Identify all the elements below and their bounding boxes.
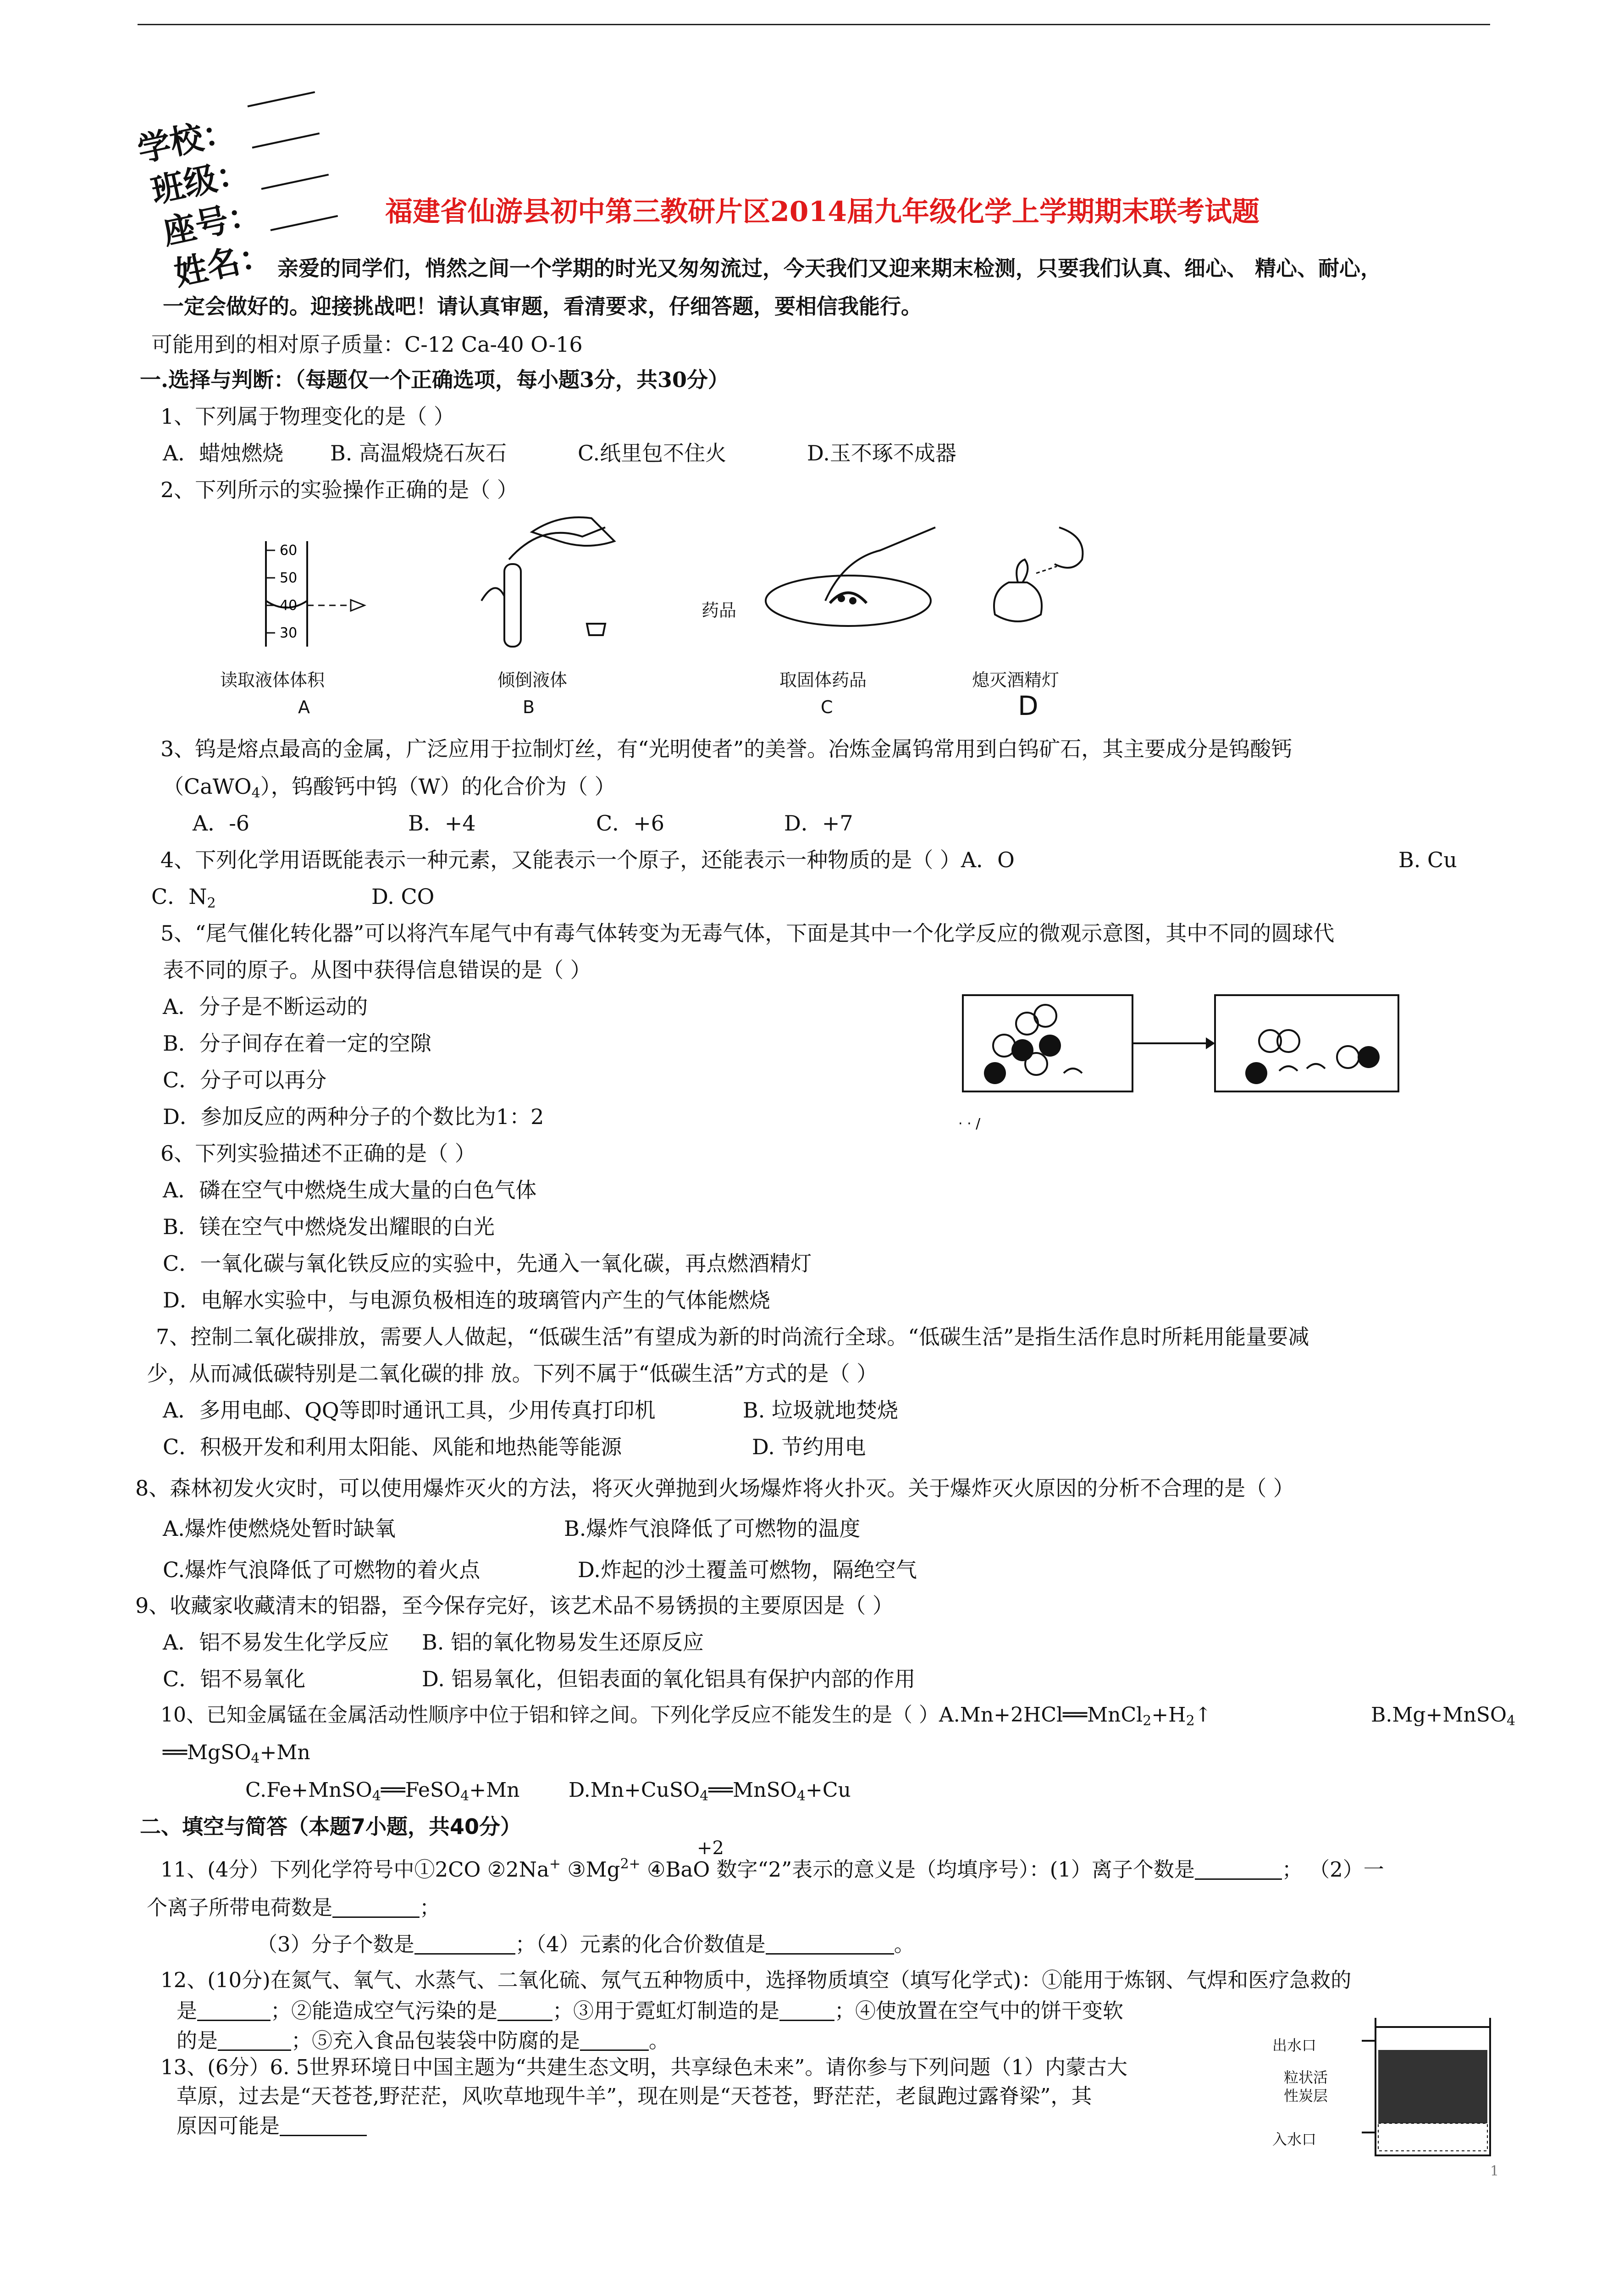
q3-option-c: C．+6 <box>596 811 665 836</box>
q6-option-a: A．磷在空气中燃烧生成大量的白色气体 <box>163 1178 537 1202</box>
q10-option-d: D.Mn+CuSO$_4$══MnSO$_4$+Cu <box>569 1778 851 1804</box>
q9-option-d: D. 铝易氧化，但铝表面的氧化铝具有保护内部的作用 <box>422 1667 916 1691</box>
fig-c-letter: C <box>821 697 833 717</box>
water-filter-figure <box>1357 2009 1513 2174</box>
q10-option-b-part2: ══MgSO$_4$+Mn <box>163 1741 310 1767</box>
q5-stem-line1: 5、“尾气催化转化器”可以将汽车尾气中有毒气体转变为无毒气体，下面是其中一个化学反应的微观示意图，其中不同的圆球代 <box>160 921 1335 946</box>
q8-option-c: C.爆炸气浪降低了可燃物的着火点 <box>163 1557 481 1582</box>
q8-option-a: A.爆炸使燃烧处暂时缺氧 <box>163 1516 396 1541</box>
q4-option-c: C．$N_2$ <box>151 884 216 911</box>
fig-a-letter: A <box>298 697 310 717</box>
class-blank[interactable] <box>252 133 320 149</box>
q4-option-b: B. Cu <box>1398 847 1457 872</box>
school-label: 学校： <box>134 111 239 169</box>
q8-option-b: B.爆炸气浪降低了可燃物的温度 <box>564 1516 861 1541</box>
q12-blank-1[interactable] <box>197 1999 271 2021</box>
carbon-label-1: 粒状活 <box>1284 2069 1328 2086</box>
q13-blank-1[interactable] <box>280 2115 367 2136</box>
q12-line3: 的是 ；⑤充入食品包装袋中防腐的是 。 <box>177 2028 670 2053</box>
q6-option-c: C．一氧化碳与氧化铁反应的实验中，先通入一氧化碳，再点燃酒精灯 <box>163 1251 812 1276</box>
reaction-micro-diagram <box>958 991 1408 1142</box>
q7-option-a: A．多用电邮、QQ等即时通讯工具，少用传真打印机 <box>163 1398 656 1423</box>
q9-option-b: B. 铝的氧化物易发生还原反应 <box>422 1630 704 1655</box>
fig-c-solid <box>761 523 945 633</box>
q11-blank-3[interactable] <box>414 1933 515 1955</box>
section1-heading: 一.选择与判断：（每题仅一个正确选项，每小题3分，共30分） <box>140 367 729 392</box>
fig-a-tick-30: 30 <box>280 625 298 641</box>
fig-d-letter: D <box>1018 690 1038 721</box>
carbon-label-2: 性炭层 <box>1284 2087 1328 2105</box>
q12-blank-3[interactable] <box>779 1999 834 2021</box>
q11-blank-4[interactable] <box>766 1933 894 1955</box>
q5-option-a: A．分子是不断运动的 <box>163 994 368 1019</box>
intro-line2: 一定会做好的。迎接挑战吧！请认真审题，看清要求，仔细答题，要相信我能行。 <box>163 294 922 319</box>
seat-label: 座号： <box>159 193 265 252</box>
q12-line2: 是 ；②能造成空气污染的是 ；③用于霓虹灯制造的是 ；④使放置在空气中的饼干变软 <box>177 1999 1124 2023</box>
q10-stem: 10、已知金属锰在金属活动性顺序中位于铝和锌之间。下列化学反应不能发生的是（ ）$A.Mn+2HCl══MnCl_2+H_2↑$ <box>160 1703 1212 1729</box>
q1-option-a: A．蜡烛燃烧 <box>163 441 284 465</box>
q11-valence-mark: +2 <box>697 1838 724 1859</box>
name-blank[interactable] <box>271 215 338 231</box>
q11-blank-2[interactable] <box>332 1896 420 1918</box>
atomic-mass-note: 可能用到的相对原子质量：C-12 Ca-40 O-16 <box>151 332 583 357</box>
q8-option-d: D.炸起的沙土覆盖可燃物，隔绝空气 <box>578 1557 917 1582</box>
q12-blank-4[interactable] <box>218 2029 291 2051</box>
fig-b-label: 倾倒液体 <box>497 670 568 690</box>
fig-d-lamp <box>981 523 1100 633</box>
q7-stem-line2: 少，从而减低碳特别是二氧化碳的排 放。下列不属于“低碳生活”方式的是（ ） <box>147 1361 878 1386</box>
q1-stem: 1、下列属于物理变化的是（ ） <box>160 404 455 429</box>
svg-text:· · /: · · / <box>958 1116 981 1132</box>
fig-a-tick-40: 40 <box>280 598 298 614</box>
fig-a-tick-50: 50 <box>280 570 298 586</box>
q1-option-c: C.纸里包不住火 <box>578 441 727 465</box>
q11-line3: （3）分子个数是 ；（4）元素的化合价数值是 。 <box>257 1932 915 1956</box>
fig-b-letter: B <box>523 697 535 717</box>
fig-b-pouring <box>468 509 633 656</box>
class-label: 班级： <box>148 152 253 210</box>
q3-stem-line2: （CaWO$_4$），钨酸钙中钨（W）的化合价为（ ） <box>163 774 616 801</box>
q13-line1: 13、(6分）6. 5世界环境日中国主题为“共建生态文明，共享绿色未来”。请你参与下列问题（1）内蒙古大 <box>160 2055 1127 2079</box>
fig-c-label: 取固体药品 <box>779 670 867 690</box>
q5-option-c: C．分子可以再分 <box>163 1068 327 1092</box>
q6-option-d: D．电解水实验中，与电源负极相连的玻璃管内产生的气体能燃烧 <box>163 1288 770 1313</box>
water-out-label: 出水口 <box>1272 2037 1317 2054</box>
q7-option-d: D. 节约用电 <box>752 1435 866 1459</box>
seat-blank[interactable] <box>261 174 329 190</box>
q4-stem: 4、下列化学用语既能表示一种元素，又能表示一个原子，还能表示一种物质的是（ ）A．O <box>160 847 1015 872</box>
q7-option-c: C．积极开发和利用太阳能、风能和地热能等能源 <box>163 1435 622 1459</box>
q12-blank-2[interactable] <box>497 1999 552 2021</box>
water-in-label: 入水口 <box>1272 2131 1317 2148</box>
q11-line2: 个离子所带电荷数是 ； <box>147 1895 441 1920</box>
q2-stem: 2、下列所示的实验操作正确的是（ ） <box>160 477 518 502</box>
q6-option-b: B．镁在空气中燃烧发出耀眼的白光 <box>163 1214 495 1239</box>
q3-option-b: B．+4 <box>408 811 476 836</box>
q3-option-d: D．+7 <box>784 811 853 836</box>
q9-stem: 9、收藏家收藏清末的铝器，至今保存完好，该艺术品不易锈损的主要原因是（ ） <box>135 1593 894 1618</box>
top-rule <box>138 24 1490 25</box>
q10-option-c: C.Fe+MnSO$_4$══FeSO$_4$+Mn <box>245 1778 520 1804</box>
q7-option-b: B. 垃圾就地焚烧 <box>743 1398 899 1423</box>
q9-option-c: C．铝不易氧化 <box>163 1667 306 1691</box>
school-blank[interactable] <box>248 91 315 107</box>
q6-stem: 6、下列实验描述不正确的是（ ） <box>160 1141 476 1166</box>
fig-a-label: 读取液体体积 <box>220 670 325 690</box>
fig-c-tag: 药品 <box>702 600 737 620</box>
q8-stem: 8、森林初发火灾时，可以使用爆炸灭火的方法，将灭火弹抛到火场爆炸将火扑灭。关于爆炸灭火原因的分析不合理的是（ ） <box>135 1476 1294 1501</box>
q5-stem-line2: 表不同的原子。从图中获得信息错误的是（ ） <box>163 958 591 982</box>
q13-line2: 草原，过去是“天苍苍,野茫茫，风吹草地现牛羊”，现在则是“天苍苍，野茫茫，老鼠跑过露脊梁”，其 <box>177 2084 1092 2108</box>
q1-option-d: D.玉不琢不成器 <box>807 441 956 465</box>
q11-line1: 11、(4分）下列化学符号中①2CO ②2Na+ $③Mg^{2+}$ ④BaO 数字“2”表示的意义是（均填序号）：(1）离子个数是 ； （2）一 <box>160 1856 1384 1882</box>
fig-a-tick-60: 60 <box>280 543 298 559</box>
q10-option-b-part1: B.Mg+MnSO$_4$ <box>1371 1703 1516 1729</box>
q1-option-b: B. 高温煅烧石灰石 <box>330 441 507 465</box>
fig-a-cylinder <box>257 537 376 656</box>
q12-line1: 12、(10分)在氮气、氧气、水蒸气、二氧化硫、氖气五种物质中，选择物质填空（填写化学式)：①能用于炼钢、气焊和医疗急救的 <box>160 1968 1352 1992</box>
q3-stem-line1: 3、钨是熔点最高的金属，广泛应用于拉制灯丝，有“光明使者”的美誉。冶炼金属钨常用到白钨矿石，其主要成分是钨酸钙 <box>160 737 1293 761</box>
q11-blank-1[interactable] <box>1195 1858 1282 1880</box>
section2-heading: 二、填空与简答（本题7小题，共40分） <box>140 1814 522 1839</box>
exam-title: 福建省仙游县初中第三教研片区2014届九年级化学上学期期末联考试题 <box>385 196 1259 228</box>
q9-option-a: A．铝不易发生化学反应 <box>163 1630 389 1655</box>
q13-line3: 原因可能是 <box>177 2115 367 2136</box>
q12-blank-5[interactable] <box>580 2029 649 2051</box>
page-number: 1 <box>1490 2163 1499 2179</box>
q5-option-b: B．分子间存在着一定的空隙 <box>163 1031 431 1056</box>
q3-option-a: A．-6 <box>193 811 250 836</box>
q7-stem-line1: 7、控制二氧化碳排放，需要人人做起，“低碳生活”有望成为新的时尚流行全球。“低碳生活”是指生活作息时所耗用能量要减 <box>156 1324 1309 1349</box>
intro-line1: 亲爱的同学们，悄然之间一个学期的时光又匆匆流过，今天我们又迎来期末检测，只要我们认真、细心、 精心、耐心， <box>277 256 1382 281</box>
fig-d-label: 熄灭酒精灯 <box>972 670 1060 690</box>
q5-option-d: D．参加反应的两种分子的个数比为1：2 <box>163 1104 544 1129</box>
q4-option-d: D. CO <box>371 884 435 909</box>
name-label: 姓名： <box>171 234 276 293</box>
